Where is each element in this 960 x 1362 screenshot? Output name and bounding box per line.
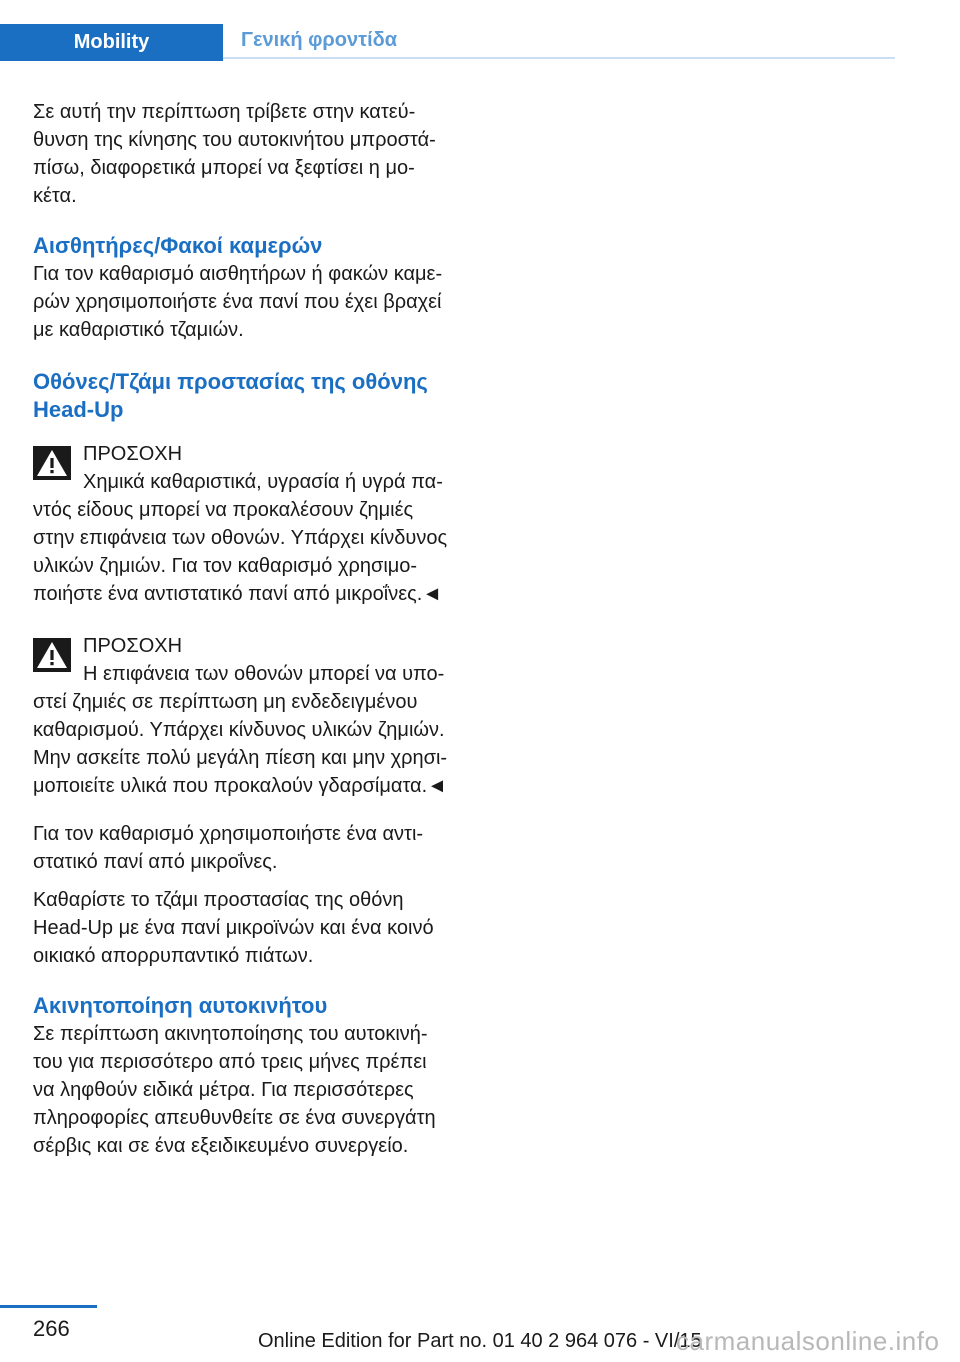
- warning-text: Η επιφάνεια των οθονών μπορεί να υπο- στεί ζημιές σε περίπτωση μη ενδεδειγμένου καθαρισμού. Υπάρχει κίνδυνος υλικών ζημιών. Μην ασκείτε πολύ μεγάλη πίεση και μην χρησι- μοποιείτε υλικά που προκαλούν γδαρσίματα.◄: [33, 663, 448, 797]
- page-number: 266: [33, 1316, 70, 1341]
- footer-accent-line: [0, 1305, 97, 1308]
- warning-title: ΠΡΟΣΟΧΗ: [83, 635, 183, 657]
- heading-screens: Οθόνες/Τζάμι προστασίας της οθόνης Head-Up: [33, 369, 428, 422]
- warning-title: ΠΡΟΣΟΧΗ: [83, 443, 183, 465]
- warning-text: Χημικά καθαριστικά, υγρασία ή υγρά πα- ντός είδους μπορεί να προκαλέσουν ζημιές στην επιφάνεια των οθονών. Υπάρχει κίνδυνος υλικών ζημιών. Για τον καθαρισμό χρησιμο- ποιήστε ένα αντιστατικό πανί από μικροΐνες.◄: [33, 471, 448, 605]
- immobilize-paragraph: Σε περίπτωση ακινητοποίησης του αυτοκινή- του για περισσότερο από τρεις μήνες πρέπει να ληφθούν ειδικά μέτρα. Για περισσότερες πληροφορίες απευθυνθείτε σε ένα συνεργάτη σέρβις και σε ένα εξειδικευμένο συνεργείο.: [33, 1023, 436, 1157]
- page-header: [0, 24, 895, 61]
- edition-label: Online Edition for Part no. 01 40 2 964 076 - VI/15: [258, 1330, 702, 1352]
- warning-triangle-icon: [33, 446, 71, 480]
- warning-triangle-icon: [33, 638, 71, 672]
- intro-paragraph: Σε αυτή την περίπτωση τρίβετε στην κατεύ- θυνση της κίνησης του αυτοκινήτου μπροστά- πίσω, διαφορετικά μπορεί να ξεφτίσει η μο- κέτα.: [33, 101, 436, 207]
- warning-block-1: [33, 440, 451, 608]
- warning-block-2: [33, 632, 451, 800]
- heading-sensors: Αισθητήρες/Φακοί καμερών: [33, 233, 323, 258]
- sensors-paragraph: Για τον καθαρισμό αισθητήρων ή φακών καμε- ρών χρησιμοποιήστε ένα πανί που έχει βραχεί με καθαριστικό τζαμιών.: [33, 263, 443, 341]
- heading-immobilize: Ακινητοποίηση αυτοκινήτου: [33, 993, 328, 1018]
- content-column: [33, 98, 451, 1160]
- screens-paragraph-2: Καθαρίστε το τζάμι προστασίας της οθόνη Head-Up με ένα πανί μικροϊνών και ένα κοινό οικιακό απορρυπαντικό πιάτων.: [33, 889, 434, 967]
- header-tab-mobility[interactable]: Mobility: [0, 24, 223, 61]
- screens-paragraph-1: Για τον καθαρισμό χρησιμοποιήστε ένα αντι- στατικό πανί από μικροΐνες.: [33, 823, 424, 873]
- header-tab-general-care[interactable]: Γενική φροντίδα: [223, 24, 895, 59]
- watermark: carmanualsonline.info: [676, 1326, 940, 1356]
